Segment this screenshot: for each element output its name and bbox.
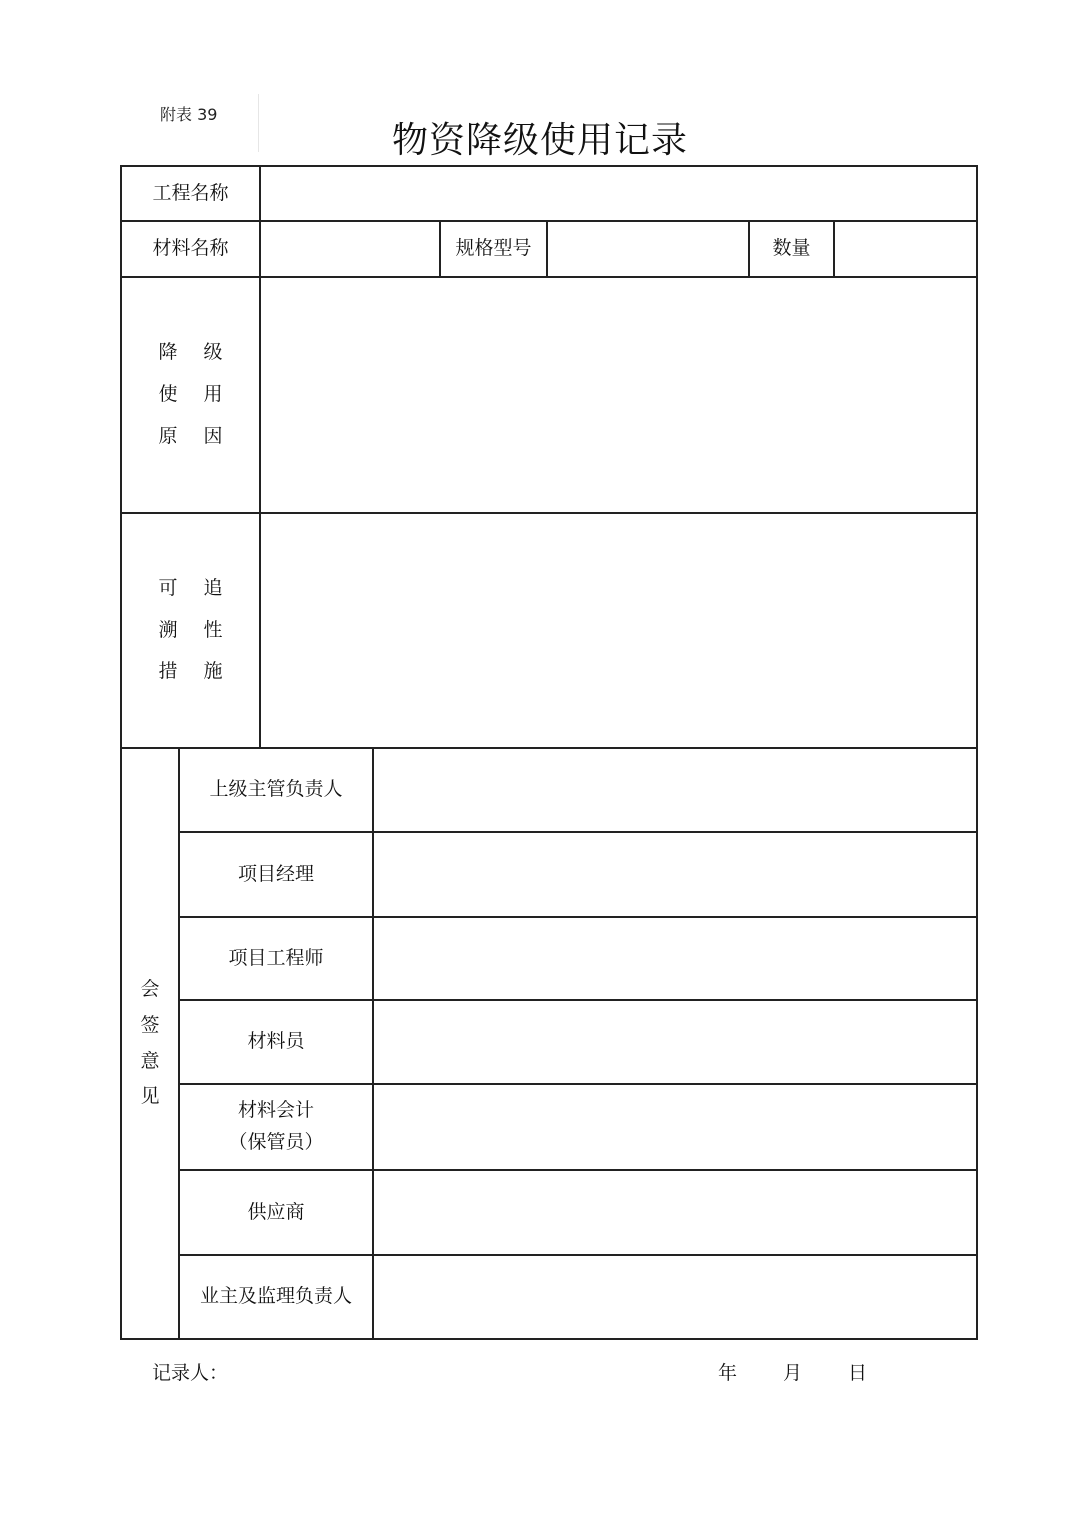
quantity-label: 数量 (772, 237, 811, 260)
spec-model-field[interactable] (548, 222, 748, 276)
label-char: 施 (203, 660, 223, 683)
label-char: 原 (158, 424, 178, 447)
label-char: 使 (158, 383, 178, 406)
downgrade-reason-field[interactable] (261, 278, 976, 512)
material-name-field[interactable] (261, 222, 439, 276)
signoff-field[interactable] (374, 749, 976, 831)
recorder-label: 记录人： (152, 1362, 229, 1384)
label-char: 性 (203, 618, 223, 641)
signoff-field[interactable] (374, 1085, 976, 1169)
role-line: 材料会计 (237, 1099, 314, 1122)
label-line (158, 384, 222, 406)
table-border-bottom (120, 1338, 978, 1340)
role-superior-manager: 上级主管负责人 (209, 778, 343, 801)
downgrade-reason-label (122, 278, 259, 512)
label-char: 追 (203, 576, 223, 599)
label-line (158, 426, 222, 448)
table-border-right (976, 165, 978, 1340)
page-title: 物资降级使用记录 (392, 120, 689, 161)
material-name-label: 材料名称 (152, 237, 229, 260)
label-char: 级 (203, 341, 223, 364)
signoff-group-label (122, 749, 178, 1338)
role-line: （保管员） (228, 1131, 324, 1153)
label-char: 见 (140, 1085, 160, 1108)
role-project-manager: 项目经理 (237, 862, 314, 885)
label-line (158, 620, 222, 642)
label-char: 用 (203, 383, 223, 406)
label-line (158, 342, 222, 364)
role-supplier: 供应商 (247, 1200, 305, 1223)
label-char: 措 (158, 660, 178, 683)
project-name-field[interactable] (261, 167, 976, 220)
project-name-label: 工程名称 (152, 181, 229, 204)
label-char: 溯 (158, 618, 178, 641)
date-fields (718, 1358, 867, 1385)
label-char: 降 (158, 341, 178, 364)
label-char: 可 (158, 576, 178, 599)
signoff-field[interactable] (374, 1171, 976, 1254)
role-material-accountant (180, 1085, 372, 1169)
appendix-label: 附表 39 (160, 105, 218, 124)
role-owner-supervisor: 业主及监理负责人 (199, 1285, 352, 1308)
label-char: 会 (140, 977, 160, 1000)
role-material-clerk: 材料员 (247, 1030, 305, 1053)
label-char: 因 (203, 424, 223, 447)
traceability-measures-field[interactable] (261, 514, 976, 747)
signoff-field[interactable] (374, 918, 976, 999)
label-char: 意 (140, 1049, 160, 1072)
spec-model-label: 规格型号 (455, 237, 532, 260)
label-char: 签 (140, 1013, 160, 1036)
month-label: 月 (783, 1362, 803, 1384)
role-project-engineer: 项目工程师 (228, 946, 324, 969)
label-line (158, 661, 222, 683)
traceability-measures-label (122, 514, 259, 747)
year-label: 年 (718, 1362, 738, 1384)
label-line (158, 578, 222, 600)
day-label: 日 (848, 1362, 868, 1384)
signoff-field[interactable] (374, 1256, 976, 1338)
signoff-field[interactable] (374, 1001, 976, 1083)
quantity-field[interactable] (835, 222, 976, 276)
signoff-field[interactable] (374, 833, 976, 916)
